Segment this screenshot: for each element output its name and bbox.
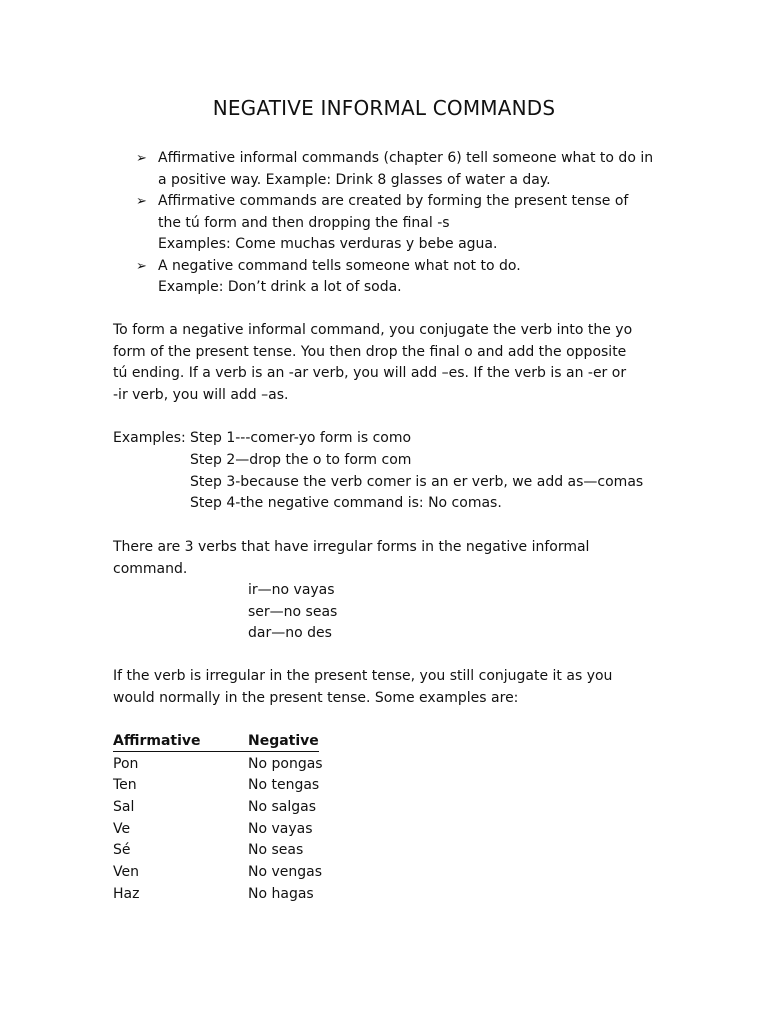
paragraph-line: tú ending. If a verb is an -ar verb, you will add –es. If the verb is an -er or xyxy=(113,365,627,381)
paragraph-line: If the verb is irregular in the present tense, you still conjugate it as you xyxy=(113,668,613,684)
bullet-line: Example: Don’t drink a lot of soda. xyxy=(158,279,402,295)
arrow-bullet-icon: ➢ xyxy=(136,151,147,166)
bullet-line: Affirmative commands are created by forming the present tense of xyxy=(158,193,629,209)
affirmative-cell: Pon xyxy=(113,755,139,772)
affirmative-cell: Sal xyxy=(113,799,135,816)
bullet-item xyxy=(136,148,696,191)
example-step: Step 3-because the verb comer is an er verb, we add as—comas xyxy=(190,474,644,490)
affirmative-cell: Sé xyxy=(113,842,131,859)
affirmative-cell: Ven xyxy=(113,864,139,881)
column-header-negative: Negative xyxy=(248,732,319,752)
irregular-verb-list xyxy=(248,580,337,645)
paragraph-line: -ir verb, you will add –as. xyxy=(113,386,289,403)
affirmative-cell: Haz xyxy=(113,885,140,902)
paragraph-line: There are 3 verbs that have irregular forms in the negative informal xyxy=(113,539,590,555)
negative-cell: No hagas xyxy=(248,885,314,902)
column-header-affirmative: Affirmative xyxy=(113,732,248,752)
present-tense-paragraph xyxy=(113,666,673,709)
bullet-item xyxy=(136,191,696,256)
arrow-bullet-icon: ➢ xyxy=(136,258,147,274)
bullet-line: the tú form and then dropping the final -s xyxy=(158,214,450,231)
negative-cell: No vengas xyxy=(248,864,323,881)
intro-paragraph xyxy=(113,320,673,406)
bullet-line: Examples: Come muchas verduras y bebe agua. xyxy=(158,236,498,252)
bullet-line: a positive way. Example: Drink 8 glasses of water a day. xyxy=(158,171,551,188)
negative-cell: No pongas xyxy=(248,755,323,772)
negative-cell: No vayas xyxy=(248,820,313,837)
example-step: Step 2—drop the o to form com xyxy=(190,452,412,468)
arrow-bullet-icon: ➢ xyxy=(136,194,147,209)
bullet-line: Affirmative informal commands (chapter 6) tell someone what to do in xyxy=(158,150,654,166)
bullet-line: A negative command tells someone what not to do. xyxy=(158,257,521,274)
negative-cell: No tengas xyxy=(248,777,320,794)
irregular-verb: ir—no vayas xyxy=(248,582,335,598)
irregular-paragraph xyxy=(113,537,673,580)
paragraph-line: would normally in the present tense. Some examples are: xyxy=(113,689,519,706)
affirmative-cell: Ten xyxy=(113,777,137,794)
page-title: NEGATIVE INFORMAL COMMANDS xyxy=(212,96,556,120)
bullet-item xyxy=(136,256,696,299)
examples-label: Examples: xyxy=(113,430,186,446)
irregular-verb: ser—no seas xyxy=(248,603,338,620)
paragraph-line: form of the present tense. You then drop the final o and add the opposite xyxy=(113,343,627,360)
affirmative-cell: Ve xyxy=(113,820,131,837)
example-step: Step 4-the negative command is: No comas. xyxy=(190,495,502,511)
paragraph-line: To form a negative informal command, you conjugate the verb into the yo xyxy=(113,322,633,338)
negative-cell: No salgas xyxy=(248,799,317,816)
example-step: Step 1---comer-yo form is como xyxy=(190,430,412,446)
negative-cell: No seas xyxy=(248,842,304,859)
paragraph-line: command. xyxy=(113,560,188,577)
irregular-verb: dar—no des xyxy=(248,625,332,641)
bullet-list xyxy=(136,148,696,299)
